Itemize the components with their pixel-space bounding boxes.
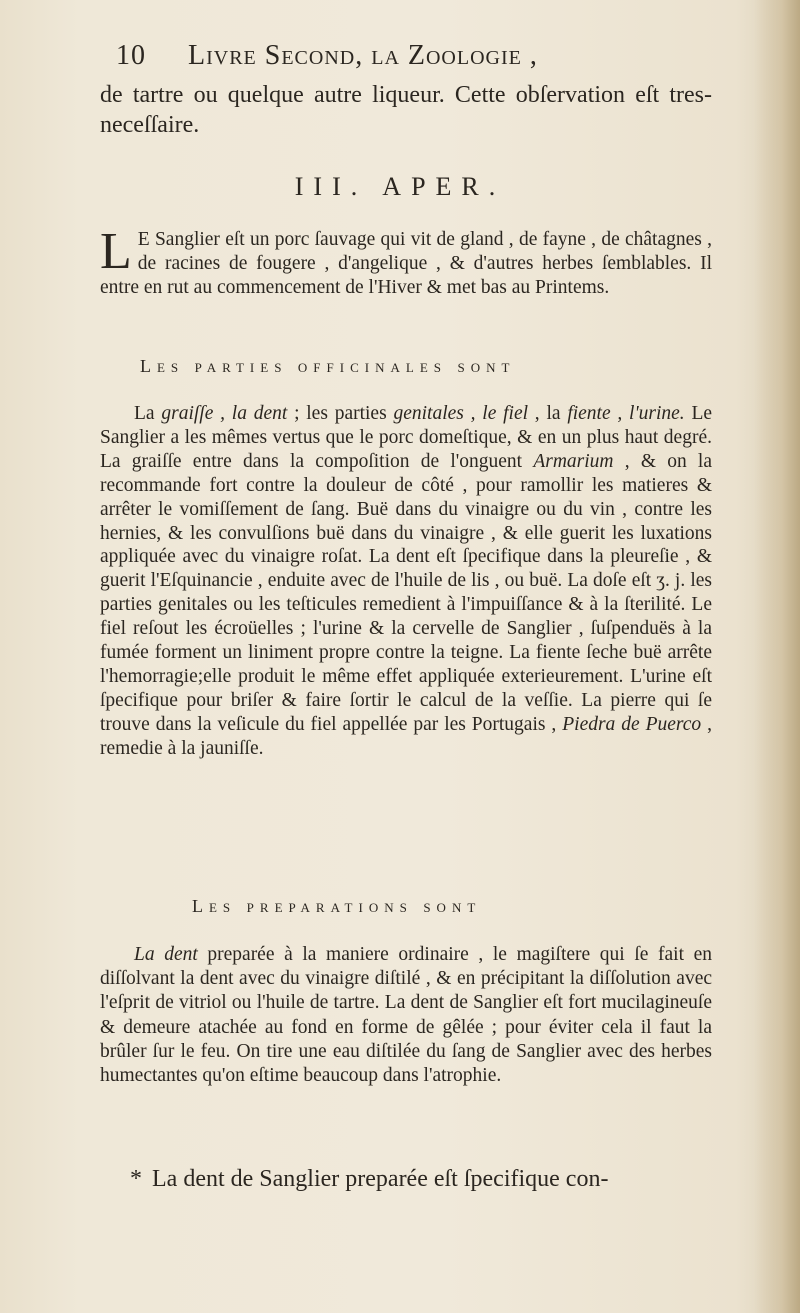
piedra-term: Piedra de Puerco xyxy=(562,713,702,735)
parties-items: graiſſe , la dent xyxy=(161,403,288,424)
parties-lead: La xyxy=(134,403,155,424)
preparations-text: preparée à la maniere ordinaire , le magiſtere qui ſe fait en diſſolvant la dent avec du vinaigre diſtilé , & en précipitant la diſſolution avec l'eſprit de vitriol ou l'huile de tartre. La dent de Sanglier eſt fort mucilagineuſe & demeure atachée au fond en forme de gêlée ; pour éviter cela il faut la brûler ſur le feu. On tire une eau diſtilée du ſang de Sanglier avec des herbes humectantes qu'on eſtime beaucoup dans l'atrophie. xyxy=(100,944,712,1087)
page-edge-shadow xyxy=(754,0,800,1313)
running-header xyxy=(100,40,712,72)
section-heading: III. APER. xyxy=(294,172,506,201)
drop-cap: L xyxy=(100,223,132,280)
parties-text: Le Sanglier a les mêmes vertus que le porc domeſtique, & en un plus haut degré. La graiſſe entre dans la compoſition de l'onguent xyxy=(100,403,713,472)
parties-heading: Les parties officinales sont xyxy=(140,356,516,376)
footnote-paragraph xyxy=(130,1166,720,1193)
parties-text-3: , remedie à la jauniſſe. xyxy=(100,713,713,759)
parties-paragraph xyxy=(100,402,712,761)
preparations-heading: Les preparations sont xyxy=(192,896,482,916)
armarium-term: Armarium xyxy=(533,450,614,472)
asterisk-marker: * xyxy=(130,1166,142,1192)
parties-text-2: , & on la recommande fort contre la douleur de côté , pour ramollir les matieres & arrêter le vomiſſement de ſang. Buë dans du vinaigre ou du vin , contre les hernies, & les convulſions buë dans du vinaigre , & elle guerit les luxations appliquée avec du vinaigre roſat. La dent eſt ſpecifique dans la pleureſie , & guerit l'Eſquinancie , enduite avec de l'huile de lis , ou buë. La doſe eſt ʒ. j. les parties genitales ou les teſticules remedient à l'impuiſſance & à la ſterilité. Le fiel reſout les écroüelles ; l'urine & la cervelle de Sanglier , ſuſpenduës à la fumée forment un liniment propre contre la teigne. La fiente ſeche buë arrête l'hemorragie;elle produit le même effet appliquée exterieurement. L'urine eſt ſpecifique pour briſer & faire ſortir le calcul de la veſſie. La pierre qui ſe trouve dans la veſicule du fiel appellée par les Portugais , xyxy=(100,450,712,735)
parties-fiente: fiente , l'urine. xyxy=(567,403,685,424)
preparations-lead: La dent xyxy=(134,944,198,965)
running-title: Livre Second, la Zoologie , xyxy=(188,40,538,71)
parties-la: , la xyxy=(528,403,561,424)
intro-paragraph: de tartre ou quelque autre liqueur. Cette obſervation eſt tres-neceſſaire. xyxy=(100,82,712,138)
preparations-paragraph xyxy=(100,943,712,1088)
aper-paragraph xyxy=(100,223,712,300)
page-number: 10 xyxy=(116,40,146,71)
parties-mid: ; les parties xyxy=(287,403,387,424)
parties-genitales: genitales , le fiel xyxy=(393,403,529,424)
aper-text: E Sanglier eſt un porc ſauvage qui vit de gland , de fayne , de châtagnes , de racines de fougere , d'angelique , & d'autres herbes ſemblables. Il entre en rut au commencement de l'Hiver & met bas au Printems. xyxy=(100,229,712,298)
footnote-text: La dent de Sanglier preparée eſt ſpecifique con- xyxy=(152,1166,609,1192)
